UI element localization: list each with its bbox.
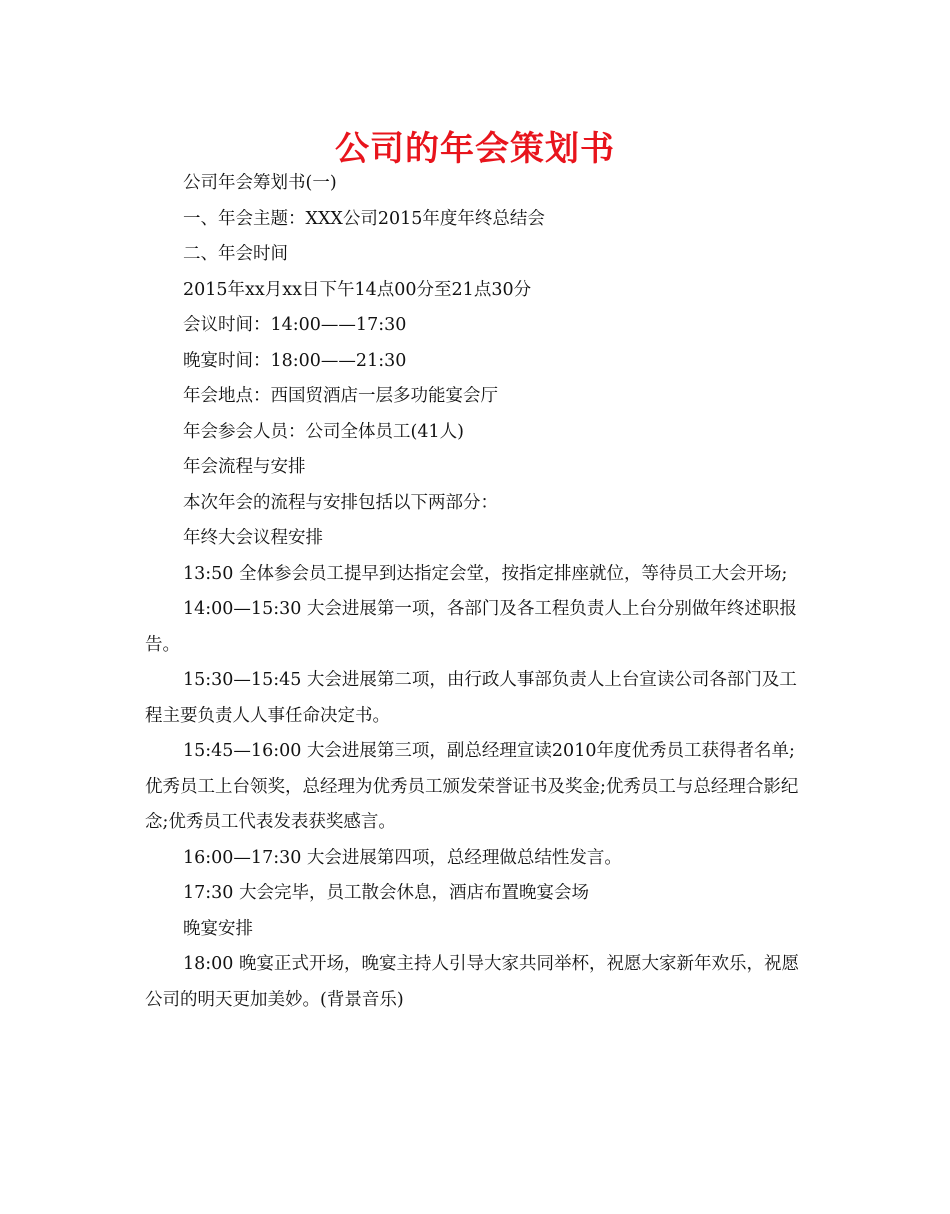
paragraph: 会议时间：14:00——17:30: [183, 315, 407, 335]
paragraph: 年会地点：西国贸酒店一层多功能宴会厅: [183, 386, 498, 406]
paragraph: 晚宴安排: [183, 918, 253, 939]
paragraph: 晚宴时间：18:00——21:30: [183, 350, 407, 371]
paragraph: 2015年xx月xx日下午14点00分至21点30分: [183, 279, 532, 300]
paragraph: 年会流程与安排: [183, 457, 306, 477]
paragraph: 14:00—15:30 大会进展第一项，各部门及各工程负责人上台分别做年终述职报告。: [145, 599, 797, 655]
document-title: 公司的年会策划书: [335, 129, 615, 169]
paragraph: 13:50 全体参会员工提早到达指定会堂，按指定排座就位，等待员工大会开场;: [183, 563, 788, 584]
paragraph: 年终大会议程安排: [183, 528, 323, 548]
paragraph: 公司年会筹划书(一): [183, 173, 337, 193]
paragraph: 一、年会主题：XXX公司2015年度年终总结会: [183, 208, 545, 229]
paragraph: 16:00—17:30 大会进展第四项，总经理做总结性发言。: [183, 847, 622, 868]
paragraph: 18:00 晚宴正式开场，晚宴主持人引导大家共同举杯，祝愿大家新年欢乐，祝愿公司的明天更加美妙。(背景音乐): [145, 954, 799, 1010]
paragraph: 本次年会的流程与安排包括以下两部分：: [183, 492, 498, 513]
paragraph: 15:30—15:45 大会进展第二项，由行政人事部负责人上台宣读公司各部门及工程主要负责人人事任命决定书。: [145, 670, 797, 726]
paragraph: 二、年会时间: [183, 244, 288, 264]
paragraph: 年会参会人员：公司全体员工(41人): [183, 421, 464, 442]
paragraph: 17:30 大会完毕，员工散会休息，酒店布置晚宴会场: [183, 883, 589, 903]
document-body: [145, 166, 810, 1018]
paragraph: 15:45—16:00 大会进展第三项，副总经理宣读2010年度优秀员工获得者名单;优秀员工上台领奖，总经理为优秀员工颁发荣誉证书及奖金;优秀员工与总经理合影纪念;优秀员工代表发表获奖感言。: [145, 741, 799, 832]
